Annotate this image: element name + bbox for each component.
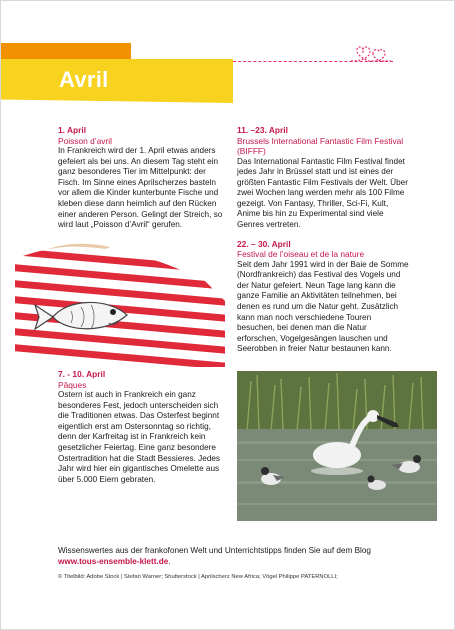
event-block-poisson [58,125,226,231]
heart-icon [351,41,391,63]
event-text: In Frankreich wird der 1. April etwas anders gefeiert als bei uns. An diesem Tag steht ein ganz besonderes Tier im Mittelpunkt: der Fisch. Im Sinne eines Aprilscherzes basteln vor allem die Kinder kunterbunte Fische und kleben diese dann heimlich auf den Rücken einer anderen Person. Gelingt der Streich, so wird laut „Poisson d’Avril“ gerufen. [58,146,223,230]
event-date: 7. - 10. April [58,369,106,379]
event-title: Brussels International Fantastic Film Festival (BIFFF) [237,135,404,156]
event-title: Poisson d’avril [58,135,112,146]
event-text: Seit dem Jahr 1991 wird in der Baie de Somme (Nordfrankreich) das Festival des Vogels und der Natur gefeiert. Neun Tage lang kann die ganze Familie an Aktivitäten teilnehmen, bei denen es rund um die Natur geht. Zusätzlich kann man noch verschiedene Touren besuchen, bei denen man die Natur erforschen, Vogelgesängen lauschen und Seerobben in freier Natur bestaunen kann. [237,259,409,354]
image-credits: © Titelbild: Adobe Stock | Stefan Warner; Shutterstock | Aprilscherz New Africa; Vögel Philippe PATERNOLLI; [58,574,338,580]
header-orange-band [1,43,131,61]
event-text: Ostern ist auch in Frankreich ein ganz besonderes Fest, jedoch unterscheiden sich die Traditionen etwas. Das Osterfest beginnt eigentlich erst am Ostersonntag so richtig, denn der Karfreitag ist in Frankreich kein gesetzlicher Feiertag. Eine ganz besondere Ostertradition hat die Stadt Bessieres. Jedes Jahr wird hier ein gigantisches Omelette aus über 5.000 Eiern gebraten. [58,390,221,484]
event-title: Pâques [58,379,87,390]
event-title: Festival de l’oiseau et de la nature [237,249,365,260]
header-yellow-band [1,59,233,103]
event-block-oiseau [237,239,409,355]
event-date: 11. –23. April [237,125,288,135]
footer-period: . [168,556,171,566]
right-column [237,125,409,363]
event-date: 1. April [58,125,87,135]
page-title: Avril [59,67,109,92]
bird-photo [237,371,437,521]
blog-link[interactable]: www.tous-ensemble-klett.de [58,556,169,566]
event-block-bifff [237,125,409,231]
event-date: 22. – 30. April [237,238,291,249]
fish-shirt-image [15,241,225,367]
left-column-lower [58,369,226,493]
event-block-paques [58,369,226,485]
footer-text [58,546,418,568]
left-column [58,125,226,239]
event-text: Das International Fantastic Film Festival findet jedes Jahr in Brüssel statt und ist eines der größten Fantastic Film Festivals der Welt. Über zwei Wochen lang werden mehr als 100 Filme gezeigt. Von Fantasy, Thriller, Sci-Fi, Kult, Anime bis hin zu Experimental sind viele Genres vertreten. [237,156,408,230]
footer-sentence: Wissenswertes aus der frankofonen Welt und Unterrichtstipps finden Sie auf dem Blog [58,546,371,555]
